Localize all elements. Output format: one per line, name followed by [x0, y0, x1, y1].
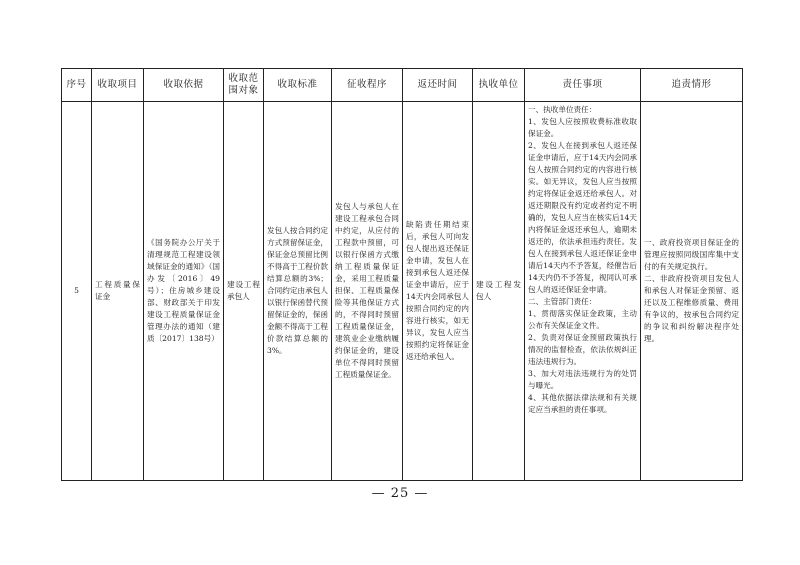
cell-index: 5 — [62, 102, 92, 481]
duty-line: 一、执收单位责任： — [528, 105, 597, 114]
header-standard: 收取标准 — [264, 69, 332, 102]
table-row — [62, 102, 743, 481]
fee-table — [61, 68, 743, 481]
cell-standard: 发包人按合同约定方式预留保证金，保证金总预留比例不得高于工程价款结算总额的3%；合同约定由承包人以银行保函替代预留保证金的，保函金额不得高于工程价款结算总额的3%。 — [264, 102, 332, 481]
duty-line: 3、加大对违法违规行为的处罚与曝光。 — [528, 369, 637, 390]
cell-item: 工程质量保证金 — [92, 102, 144, 481]
header-basis: 收取依据 — [144, 69, 224, 102]
accountability-line: 一、政府投资项目保证金的管理应按照同级国库集中支付的有关规定执行。 — [644, 238, 739, 271]
duty-line: 4、其他依据法律法规和有关规定应当承担的责任事项。 — [528, 393, 637, 414]
duty-line: 二、主管部门责任： — [528, 297, 597, 306]
header-scope: 收取范围对象 — [224, 69, 264, 102]
duty-line: 2、发包人在接到承包人返还保证金申请后，应于14天内会同承包人按照合同约定的内容进行核实。如无异议，发包人应当按照约定将保证金返还给承包人。对返还期限没有约定或者约定不明确的，发包人应当在核实后14天内将保证金返还承包人，逾期未返还的，依法承担违约责任。发包人在接到承包人返还保证金申请后14天内不予答复，经催告后14天内仍不予答复，视同认可承包人的返还保证金申请。 — [528, 141, 637, 294]
cell-unit: 建设工程发包人 — [473, 102, 525, 481]
header-duties: 责任事项 — [525, 69, 641, 102]
duty-line: 2、负责对保证金预留政策执行情况的监督检查，依法依规纠正违法违规行为。 — [528, 333, 637, 366]
header-accountability: 追责情形 — [641, 69, 743, 102]
table-header-row — [62, 69, 743, 102]
cell-return-time: 缺陷责任期结束后，承包人可向发包人提出返还保证金申请，发包人在接到承包人返还保证金申请后，应于14天内会同承包人按照合同约定的内容进行核实，如无异议，发包人应当按照约定将保证金返还给承包人。 — [403, 102, 473, 481]
cell-duties — [525, 102, 641, 481]
header-unit: 执收单位 — [473, 69, 525, 102]
header-item: 收取项目 — [92, 69, 144, 102]
cell-accountability — [641, 102, 743, 481]
duty-line: 1、贯彻落实保证金政策，主动公布有关保证金文件。 — [528, 309, 637, 330]
accountability-line: 二、非政府投资项目发包人和承包人对保证金预留、返还以及工程维修质量、费用有争议的，按承包合同约定的争议和纠纷解决程序处理。 — [644, 274, 739, 343]
cell-scope: 建设工程承包人 — [224, 102, 264, 481]
header-index: 序号 — [62, 69, 92, 102]
header-procedure: 征收程序 — [332, 69, 403, 102]
page-number: — 25 — — [371, 486, 429, 501]
cell-procedure: 发包人与承包人在建设工程承包合同中约定，从应付的工程款中预留，可以银行保函方式缴纳工程质量保证金，采用工程质量担保、工程质量保险等其他保证方式的，不得同时预留工程质量保证金，建筑业企业缴纳履约保证金的，建设单位不得同时预留工程质量保证金。 — [332, 102, 403, 481]
header-return-time: 返还时间 — [403, 69, 473, 102]
cell-basis: 《国务院办公厅关于清理规范工程建设领域保证金的通知》（国办发〔2016〕49号）；住房城乡建设部、财政部关于印发建设工程质量保证金管理办法的通知（建质〔2017〕138号） — [144, 102, 224, 481]
duty-line: 1、发包人应按照收费标准收取保证金。 — [528, 117, 637, 138]
